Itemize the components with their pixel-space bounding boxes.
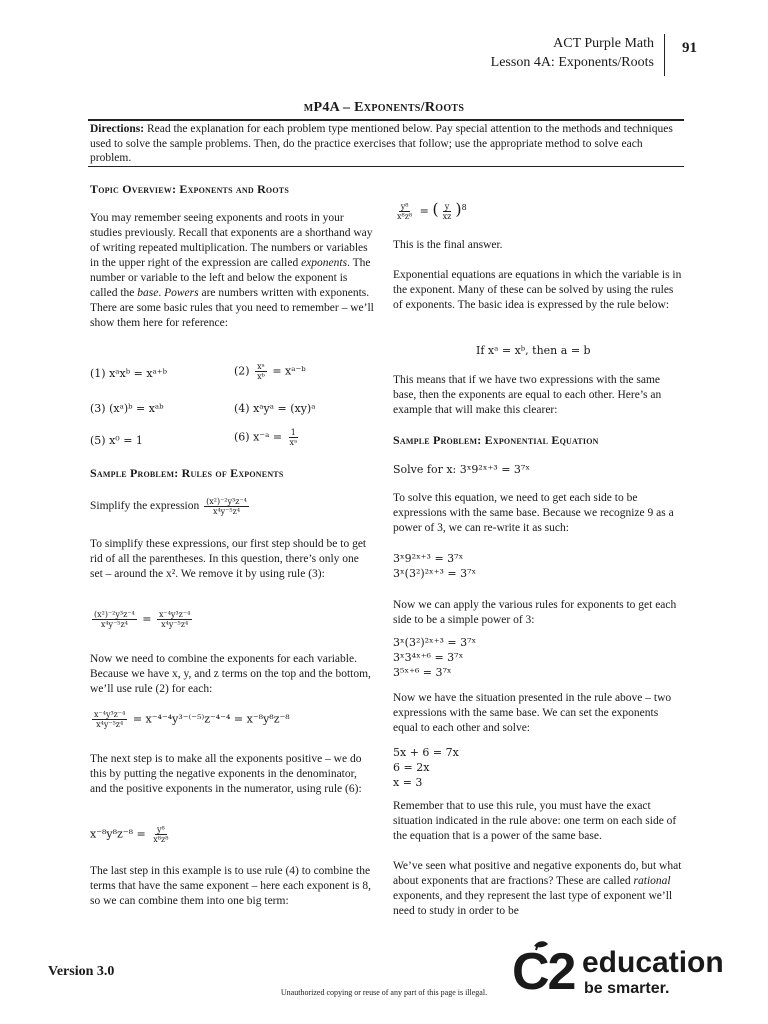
- heading-topic-overview: Topic Overview: Exponents and Roots: [90, 182, 289, 196]
- paragraph-rule-meaning: This means that if we have two expressions with the same base, then the exponents are equal to each other. Here’s an example that will make this clearer:: [393, 374, 662, 416]
- logo-word: education: [582, 946, 724, 979]
- paragraph-exponential-intro: Exponential equations are equations in which the variable is in the exponent. Many of these can be solved by using the rules of exponents. The basic idea is expressed by the rule below:: [393, 269, 682, 311]
- copyright-notice: Unauthorized copying or reuse of any part of this page is illegal.: [280, 988, 488, 997]
- header-divider: [664, 34, 665, 76]
- step-line-6: 5x + 6 = 7x: [393, 746, 459, 759]
- intro-paragraph: You may remember seeing exponents and roots in your studies previously. Recall that exponents are a shorthand way of writing repeated multiplication. The numbers or variables in the upper right of the expression are called exponents. The number or variable to the left and below the exponent is called the base. Powers are numbers written with exponents. There are some basic rules that you need to remember – we’ll show them here for reference:: [90, 212, 374, 329]
- paragraph-remember: Remember that to use this rule, you must have the exact situation indicated in the rule above: one term on each side of the equation that is a power of the same base.: [393, 800, 677, 842]
- step-line-4: 3ˣ3⁴ˣ⁺⁶ = 3⁷ˣ: [393, 651, 464, 664]
- step-line-2: 3ˣ(3²)²ˣ⁺³ = 3⁷ˣ: [393, 567, 477, 580]
- directions-rule: [88, 166, 684, 167]
- simplify-expression: Simplify the expression $\frac{\text{(x²)⁻²y³z⁻⁴}}{\text{x⁴y⁻⁵z⁴}}$: [90, 497, 247, 516]
- page-number: 91: [682, 40, 697, 56]
- page-title: mP4A – Exponents/Roots: [303, 100, 465, 115]
- heading-sample-rules: Sample Problem: Rules of Exponents: [90, 466, 284, 480]
- equation-step1: $\frac{\text{(x²)⁻²y³z⁻⁴}}{\text{x⁴y⁻⁵z⁴}}$ = $\frac{\text{x⁻⁴y³z⁻⁴}}{\text{x⁴y⁻⁵z⁴}}$: [94, 610, 191, 629]
- paragraph-step3: The next step is to make all the exponents positive – we do this by putting the negative exponents in the denominator, and the positive exponents in the numerator, using rule (6):: [90, 753, 362, 795]
- step-line-1: 3ˣ9²ˣ⁺³ = 3⁷ˣ: [393, 552, 464, 565]
- paragraph-same-base: To solve this equation, we need to get each side to be expressions with the same base. Because we recognize 9 as a power of 3, we can re-write it as such:: [393, 492, 674, 534]
- paragraph-rational: We’ve seen what positive and negative exponents do, but what about exponents that are fractions? These are called rational exponents, and they represent the last type of exponent we’ll need to study in order to be: [393, 860, 682, 917]
- rule-5: (5) x⁰ = 1: [90, 434, 143, 447]
- title-rule: [88, 119, 684, 121]
- step-line-3: 3ˣ(3²)²ˣ⁺³ = 3⁷ˣ: [393, 636, 477, 649]
- lesson-title: Lesson 4A: Exponents/Roots: [490, 55, 654, 70]
- paragraph-set-equal: Now we have the situation presented in the rule above – two expressions with the same base. We can set the exponents equal to each other and solve:: [393, 692, 672, 734]
- paragraph-step1: To simplify these expressions, our first step should be to get rid of all the parentheses. In this question, there’s only one set – around the x². We remove it by using rule (3):: [90, 538, 367, 580]
- course-title: ACT Purple Math: [553, 36, 654, 51]
- rule-6: (6) x⁻ᵃ = $\frac{1}{\text{xᵃ}}$: [234, 428, 298, 447]
- equation-final: $\frac{\text{y⁸}}{\text{x⁸z⁸}}$ = ( $\frac{y}{xz}$ )$^8$: [397, 199, 467, 222]
- step-line-7: 6 = 2x: [393, 761, 430, 774]
- heading-sample-exponential: Sample Problem: Exponential Equation: [393, 433, 599, 447]
- logo-c2: C2: [512, 943, 575, 1001]
- version-label: Version 3.0: [48, 964, 115, 979]
- directions-text: Read the explanation for each problem type mentioned below. Pay special attention to the methods and techniques used to solve the sample problems. Then, do the practice exercises that follow; use the appropriate method to solve each problem.: [90, 123, 673, 164]
- rule-3: (3) (xᵃ)ᵇ = xᵃᵇ: [90, 402, 164, 415]
- paragraph-step4: The last step in this example is to use rule (4) to combine the terms that have the same exponent – here each exponent is 8, so we can combine them into one big term:: [90, 865, 372, 907]
- final-answer-text: This is the final answer.: [393, 239, 503, 251]
- rule-4: (4) xᵃyᵃ = (xy)ᵃ: [234, 402, 316, 415]
- rule-1: (1) xᵃxᵇ = xᵃ⁺ᵇ: [90, 367, 167, 380]
- directions-label: Directions:: [90, 123, 145, 135]
- equation-step3: x⁻⁸y⁸z⁻⁸ = $\frac{\text{y⁸}}{\text{x⁸z⁸}}$: [90, 825, 169, 844]
- logo-tagline: be smarter.: [584, 980, 670, 997]
- step-line-8: x = 3: [393, 776, 423, 789]
- step-line-5: 3⁵ˣ⁺⁶ = 3⁷ˣ: [393, 666, 452, 679]
- rule-statement: If xᵃ = xᵇ, then a = b: [476, 344, 591, 357]
- paragraph-apply-rules: Now we can apply the various rules for exponents to get each side to be a simple power of 3:: [393, 599, 677, 626]
- rule-2: (2) $\frac{\text{xᵃ}}{\text{xᵇ}}$ = xᵃ⁻ᵇ: [234, 362, 306, 381]
- c2-education-logo: [512, 938, 736, 1008]
- solve-statement: Solve for x: 3ˣ9²ˣ⁺³ = 3⁷ˣ: [393, 463, 530, 476]
- paragraph-step2: Now we need to combine the exponents for each variable. Because we have x, y, and z terms on the top and the bottom, we’ll use rule (2) for each:: [90, 653, 371, 695]
- equation-step2: $\frac{\text{x⁻⁴y³z⁻⁴}}{\text{x⁴y⁻⁵z⁴}}$ = x⁻⁴⁻⁴y³⁻⁽⁻⁵⁾z⁻⁴⁻⁴ = x⁻⁸y⁸z⁻⁸: [94, 710, 290, 729]
- directions: [90, 122, 682, 166]
